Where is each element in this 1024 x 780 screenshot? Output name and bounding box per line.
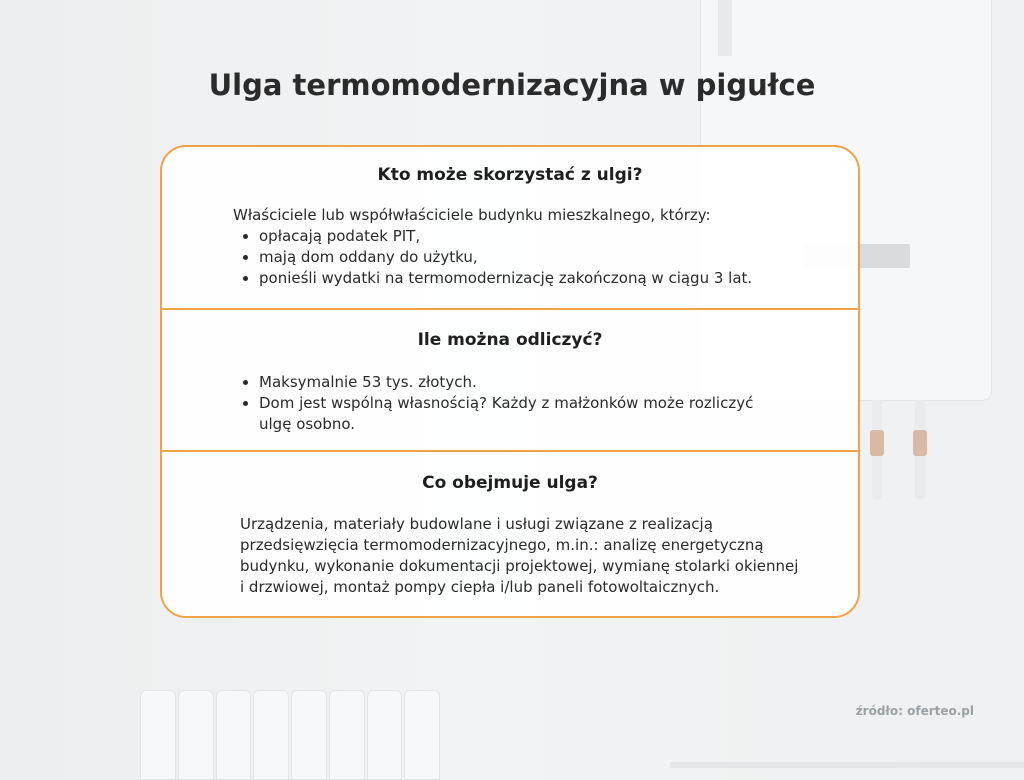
source-credit: źródło: oferteo.pl — [855, 704, 974, 718]
info-card — [160, 145, 860, 618]
background-pipe — [718, 0, 732, 56]
section-body — [233, 205, 833, 289]
bullet-list — [233, 226, 833, 289]
section-intro: Właściciele lub współwłaściciele budynku mieszkalnego, którzy: — [233, 206, 711, 224]
list-item: • Maksymalnie 53 tys. złotych. — [259, 372, 773, 393]
background-valve — [870, 430, 884, 456]
list-item: • opłacają podatek PIT, — [259, 226, 833, 247]
section-heading: Kto może skorzystać z ulgi? — [377, 165, 643, 185]
section-body — [233, 372, 773, 435]
section-what-covers — [162, 451, 858, 618]
background-floor — [670, 762, 1024, 768]
list-item: • mają dom oddany do użytku, — [259, 247, 833, 268]
section-heading: Ile można odliczyć? — [417, 330, 603, 350]
background-radiator — [140, 690, 440, 780]
list-item: • ponieśli wydatki na termomodernizację zakończoną w ciągu 3 lat. — [259, 268, 833, 289]
bullet-list — [233, 372, 773, 435]
section-who-can-use — [162, 147, 858, 309]
background-valve — [913, 430, 927, 456]
section-how-much — [162, 309, 858, 451]
page-title: Ulga termomodernizacyjna w pigułce — [208, 68, 816, 102]
list-item: • Dom jest wspólną własnością? Każdy z małżonków może rozliczyć ulgę osobno. — [259, 393, 773, 435]
section-heading: Co obejmuje ulga? — [422, 473, 598, 493]
section-paragraph: Urządzenia, materiały budowlane i usługi związane z realizacją przedsięwzięcia termomodernizacyjnego, m.in.: analizę energetyczną budynku, wykonanie dokumentacji projektowej, wymianę stolarki okiennej i drzwiowej, montaż pompy ciepła i/lub paneli fotowoltaicznych. — [240, 515, 799, 596]
section-body — [240, 514, 800, 598]
